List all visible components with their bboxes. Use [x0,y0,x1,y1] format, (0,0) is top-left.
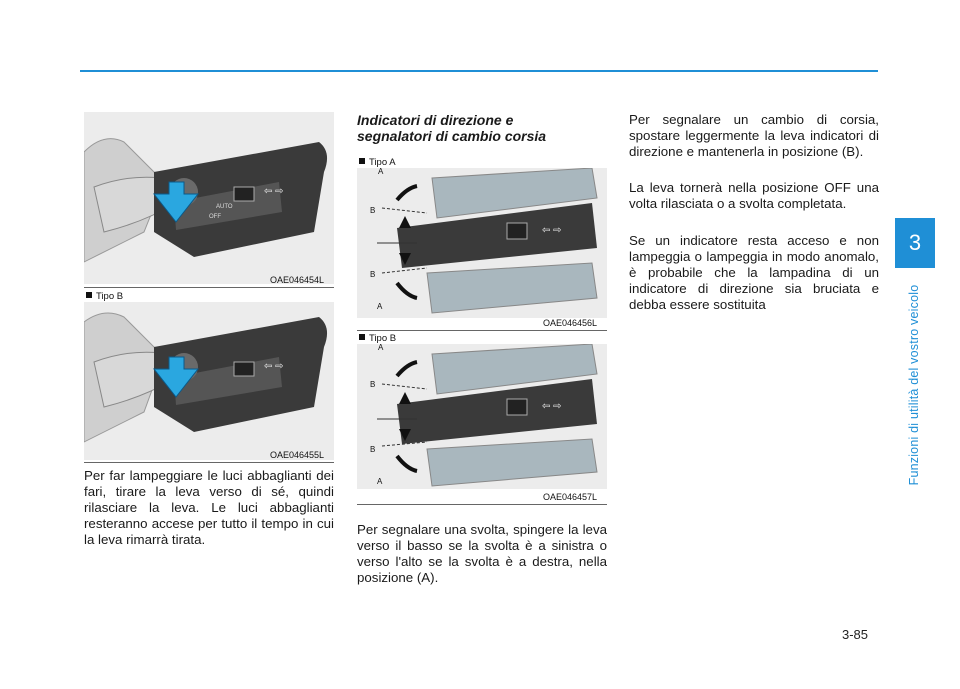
figure-turn-signal-type-b [357,344,607,489]
turn-signal-paragraph: Per segnalare una svolta, spingere la leva verso il basso se la svolta è a sinistra o verso l'alto se la svolta è a destra, nella posizione (A). [357,522,607,585]
fig-left-b-label: Tipo B [86,291,123,302]
pos-letter: A [377,477,383,486]
caption-rule [84,462,334,463]
fig-mid-b-label: Tipo B [359,333,396,344]
chapter-number: 3 [908,230,922,255]
pos-letter: B [370,270,376,279]
header-rule [80,70,878,72]
fig-left-b-code: OAE046455L [270,450,325,460]
page-number: 3-85 [842,627,869,642]
chapter-number-tab [895,218,935,268]
figure-headlight-flash-type-b [84,302,334,460]
fig-mid-a-code: OAE046456L [543,318,598,328]
chapter-title: Funzioni di utilità del vostro veicolo [907,284,921,486]
fig-left-a-code: OAE046454L [270,275,325,285]
figure-turn-signal-type-a [357,168,607,318]
caption-rule [357,504,607,505]
svg-text:⇦ ⇨: ⇦ ⇨ [264,361,284,372]
pos-letter: B [370,206,376,215]
caption-rule [357,330,607,331]
lever-return-paragraph: La leva tornerà nella posizione OFF una volta rilasciata o a svolta completata. [629,180,879,211]
pos-letter: B [370,445,376,454]
svg-text:⇦ ⇨: ⇦ ⇨ [542,401,562,412]
caption-rule [84,287,334,288]
chapter-side-title [904,275,924,495]
headlight-flash-paragraph: Per far lampeggiare le luci abbaglianti dei fari, tirare la leva verso di sé, quindi rilasciare la leva. Le luci abbaglianti resteranno accese per tutto il tempo in cui la leva rimarrà tirata. [84,468,334,547]
pos-letter: A [377,302,383,311]
figure-headlight-flash-type-a [84,112,334,284]
svg-text:⇦ ⇨: ⇦ ⇨ [264,186,284,197]
lane-change-paragraph: Per segnalare un cambio di corsia, spostare leggermente la leva indicatori di direzione e mantenerla in posizione (B). [629,112,879,159]
svg-text:⇦ ⇨: ⇦ ⇨ [542,225,562,236]
stalk-auto-text: AUTO [216,204,233,210]
pos-letter: B [370,380,376,389]
section-heading: Indicatori di direzione e segnalatori di cambio corsia [357,112,547,144]
fig-mid-a-label: Tipo A [359,157,396,168]
pos-letter: A [378,167,384,176]
pos-letter: A [378,343,384,352]
fig-mid-b-code: OAE046457L [543,492,598,502]
bulb-warning-paragraph: Se un indicatore resta acceso e non lampeggia o lampeggia in modo anomalo, è probabile che la lampadina di un indicatore di direzione sia bruciata e debba essere sostituita [629,233,879,312]
stalk-off-text: OFF [209,214,221,220]
